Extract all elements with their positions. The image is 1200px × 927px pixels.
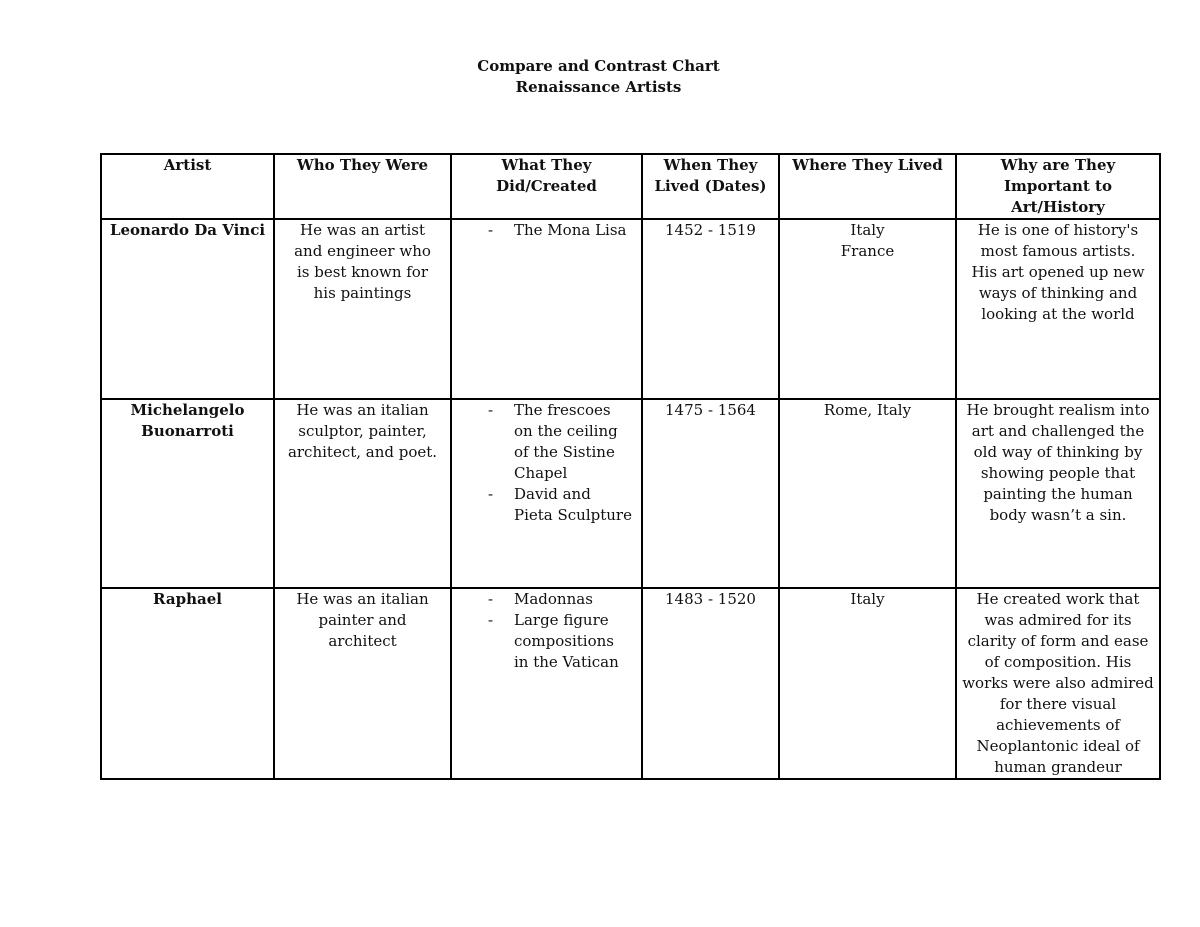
work-title: The frescoes on the ceiling of the Sistine Chapel <box>514 401 618 482</box>
header-where-they-lived: Where They Lived <box>779 154 956 219</box>
works-list <box>458 220 635 241</box>
list-item <box>458 610 635 673</box>
works-cell <box>451 219 642 399</box>
artist-name: Leonardo Da Vinci <box>101 219 274 399</box>
works-cell <box>451 588 642 779</box>
list-item <box>458 220 635 241</box>
header-row <box>101 154 1160 219</box>
bullet-dash: - <box>488 221 494 239</box>
bullet-dash: - <box>488 590 494 608</box>
header-artist: Artist <box>101 154 274 219</box>
artist-name: Michelangelo Buonarroti <box>101 399 274 588</box>
header-why-important: Why are They Important to Art/History <box>956 154 1160 219</box>
artist-name: Raphael <box>101 588 274 779</box>
list-item <box>458 484 635 526</box>
importance-text: He is one of history's most famous artists. His art opened up new ways of thinking and looking at the world <box>956 219 1160 399</box>
place: Italy <box>850 221 885 239</box>
table-row <box>101 588 1160 779</box>
places-cell <box>779 588 956 779</box>
table-row <box>101 399 1160 588</box>
who-they-were: He was an artist and engineer who is best known for his paintings <box>274 219 451 399</box>
work-title: Madonnas <box>514 590 593 608</box>
header-who-they-were: Who They Were <box>274 154 451 219</box>
bullet-dash: - <box>488 401 494 419</box>
place: Italy <box>850 590 885 608</box>
document-subtitle: Renaissance Artists <box>515 78 682 96</box>
works-list <box>458 400 635 526</box>
lifespan-dates: 1483 - 1520 <box>642 588 779 779</box>
importance-text: He created work that was admired for its clarity of form and ease of composition. His works were also admired for there visual achievements of Neoplantonic ideal of human grandeur <box>956 588 1160 779</box>
lifespan-dates: 1452 - 1519 <box>642 219 779 399</box>
bullet-dash: - <box>488 485 494 503</box>
table-row <box>101 219 1160 399</box>
document-header <box>0 56 1197 98</box>
work-title: The Mona Lisa <box>514 221 627 239</box>
places-cell <box>779 219 956 399</box>
header-when-they-lived: When They Lived (Dates) <box>642 154 779 219</box>
header-what-they-did: What They Did/Created <box>451 154 642 219</box>
works-cell <box>451 399 642 588</box>
places-cell <box>779 399 956 588</box>
importance-text: He brought realism into art and challenged the old way of thinking by showing people that painting the human body wasn’t a sin. <box>956 399 1160 588</box>
who-they-were: He was an italian sculptor, painter, architect, and poet. <box>274 399 451 588</box>
place: France <box>840 242 895 260</box>
list-item <box>458 589 635 610</box>
lifespan-dates: 1475 - 1564 <box>642 399 779 588</box>
compare-contrast-table <box>100 153 1161 780</box>
document-title: Compare and Contrast Chart <box>477 57 720 75</box>
bullet-dash: - <box>488 611 494 629</box>
works-list <box>458 589 635 673</box>
place: Rome, Italy <box>823 401 912 419</box>
list-item <box>458 400 635 484</box>
who-they-were: He was an italian painter and architect <box>274 588 451 779</box>
work-title: David and Pieta Sculpture <box>514 485 632 524</box>
work-title: Large figure compositions in the Vatican <box>514 611 619 671</box>
